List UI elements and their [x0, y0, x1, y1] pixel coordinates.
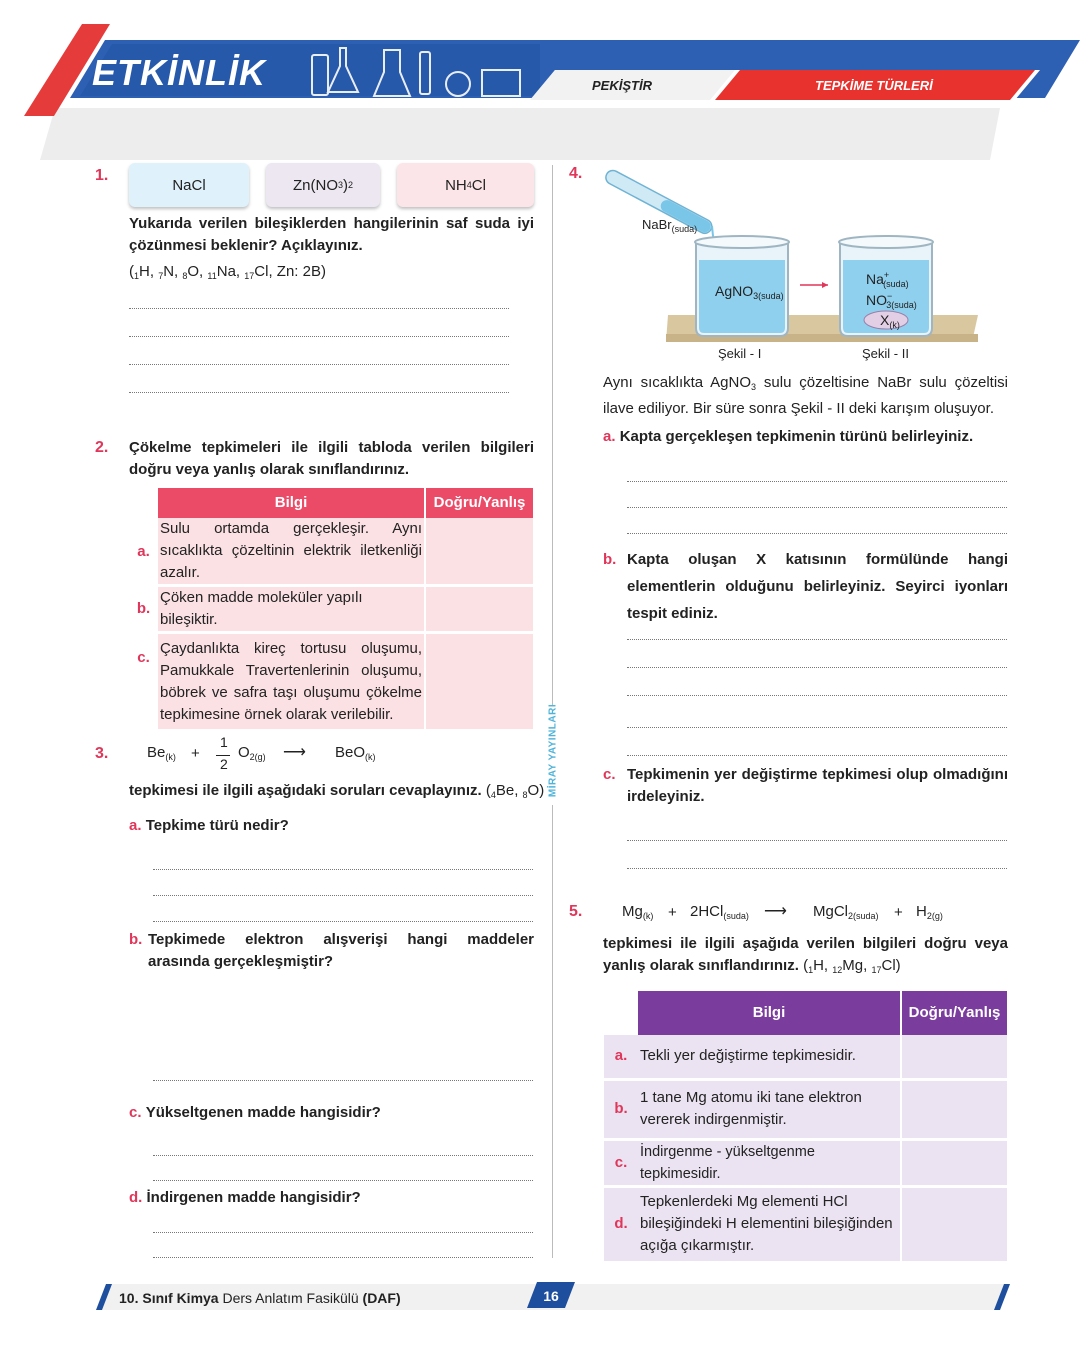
header-title: ETKİNLİK [92, 52, 266, 93]
fig-x: $X_{(k)}$ [880, 312, 900, 330]
q2-number: 2. [95, 439, 109, 456]
q3a-answer-line[interactable] [153, 921, 533, 922]
q3b-answer-line[interactable] [153, 1080, 533, 1081]
q5-answer-cell[interactable] [901, 1035, 1007, 1079]
q2-answer-cell[interactable] [425, 518, 533, 586]
table-row: b. Çöken madde moleküler yapılı bileşiktir. [129, 586, 533, 633]
q4b-answer-line[interactable] [627, 695, 1007, 696]
chip-nh4cl: NH 4 Cl [397, 163, 534, 207]
fig-na: $Na^+_{(suda)}$ [866, 270, 909, 289]
q5-table [604, 991, 1007, 1264]
q1-answer-line[interactable] [129, 364, 509, 365]
page-number: 16 [543, 1288, 559, 1304]
q3c: c. Yükseltgenen madde hangisidir? [129, 1104, 381, 1121]
q4b-answer-line[interactable] [627, 667, 1007, 668]
table-row: a. Sulu ortamda gerçekleşir. Aynı sıcaklıkta çözeltinin elektrik iletkenliği azalır. [129, 518, 533, 586]
fig-no3: $NO^-_{3(suda)}$ [866, 291, 917, 310]
q2-answer-cell[interactable] [425, 633, 533, 731]
q3-number: 3. [95, 745, 109, 762]
table-row: b. 1 tane Mg atomu iki tane elektron vererek indirgenmiştir. [604, 1079, 1007, 1139]
q3c-answer-line[interactable] [153, 1155, 533, 1156]
q5-answer-cell[interactable] [901, 1139, 1007, 1186]
q1-number: 1. [95, 167, 109, 184]
q3a: a. Tepkime türü nedir? [129, 817, 289, 834]
table-row: a. Tekli yer değiştirme tepkimesidir. [604, 1035, 1007, 1079]
q3d-answer-line[interactable] [153, 1232, 533, 1233]
q4c-answer-line[interactable] [627, 868, 1007, 869]
header-tag-topic: TEPKİME TÜRLERİ [815, 78, 933, 93]
fig-nabr: NaBr$_{(suda)}$ [642, 217, 698, 234]
q2-col-bilgi: Bilgi [158, 488, 425, 518]
q5-answer-cell[interactable] [901, 1186, 1007, 1262]
q3-equation: $Be_{(k)}$ + 1 2 $O_{2(g)}$ ⟶ BeO$_{(k)}$ [147, 734, 376, 772]
q2-text: Çökelme tepkimeleri ile ilgili tabloda verilen bilgileri doğru veya yanlış olarak sınıflandırınız. [129, 439, 534, 478]
table-row: c. İndirgenme - yükseltgenme tepkimesidir. [604, 1139, 1007, 1186]
q4b-answer-line[interactable] [627, 755, 1007, 756]
q5-col-bilgi: Bilgi [638, 991, 901, 1035]
q4a-answer-line[interactable] [627, 507, 1007, 508]
q4a: a. Kapta gerçekleşen tepkimenin türünü belirleyiniz. [603, 428, 974, 445]
fig-agno3: AgNO$_{3(suda)}$ [715, 283, 784, 301]
header-tag-pekistir: PEKİŞTİR [592, 78, 652, 93]
publisher-label: MİRAY YAYINLARI [547, 703, 559, 798]
q3c-answer-line[interactable] [153, 1180, 533, 1181]
table-row: d. Tepkenlerdeki Mg elementi HCl bileşiğindeki H elementini bileşiğinden açığa çıkarmıştır. [604, 1186, 1007, 1262]
q3a-answer-line[interactable] [153, 869, 533, 870]
q3-text: tepkimesi ile ilgili aşağıdaki soruları cevaplayınız. ($_4Be$, $_8$O) [129, 782, 545, 800]
q4b-answer-line[interactable] [627, 727, 1007, 728]
q5-col-dy: Doğru/Yanlış [901, 991, 1007, 1035]
q1-answer-line[interactable] [129, 308, 509, 309]
q4c-answer-line[interactable] [627, 840, 1007, 841]
q2-col-dy: Doğru/Yanlış [425, 488, 533, 518]
q5-answer-cell[interactable] [901, 1079, 1007, 1139]
q2-answer-cell[interactable] [425, 586, 533, 633]
q2-table [129, 488, 533, 732]
q3a-answer-line[interactable] [153, 895, 533, 896]
footer-title: 10. Sınıf Kimya Ders Anlatım Fasikülü (DAF) [119, 1290, 401, 1306]
chip-nacl: NaCl [129, 163, 249, 207]
chip-zn-no3: Zn(NO 3 ) 2 [266, 163, 380, 207]
fig-sekil2: Şekil - II [862, 346, 909, 361]
q4-figure [600, 160, 990, 350]
q4-number: 4. [569, 165, 583, 182]
q4-text: Aynı sıcaklıkta AgNO$_3$ sulu çözeltisine NaBr sulu çözeltisi ilave ediliyor. Bir süre sonra Şekil - II deki karışım oluşuyor. [603, 374, 1008, 417]
q3d-answer-line[interactable] [153, 1257, 533, 1258]
q1-answer-line[interactable] [129, 392, 509, 393]
q4a-answer-line[interactable] [627, 481, 1007, 482]
q1-text: Yukarıda verilen bileşiklerden hangilerinin saf suda iyi çözünmesi beklenir? Açıklayınız. [129, 215, 534, 254]
q5-number: 5. [569, 903, 583, 920]
table-row: c. Çaydanlıkta kireç tortusu oluşumu, Pamukkale Travertenlerinin oluşumu, böbrek ve safra taşı oluşumu çökelme tepkimesine örnek olarak verilebilir. [129, 633, 533, 731]
q4a-answer-line[interactable] [627, 533, 1007, 534]
q3d: d. İndirgenen madde hangisidir? [129, 1189, 361, 1206]
q5-text: tepkimesi ile ilgili aşağıda verilen bilgileri doğru veya yanlış olarak sınıflandırınız. ($_1H$, $_{12}$Mg, $_{17}$Cl) [603, 935, 1008, 975]
fig-sekil1: Şekil - I [718, 346, 762, 361]
q1-info: ($_1H$, $_7$N, $_8$O, $_{11}$Na, $_{17}$Cl, Zn: 2B) [129, 263, 326, 281]
q1-answer-line[interactable] [129, 336, 509, 337]
q4b-answer-line[interactable] [627, 639, 1007, 640]
